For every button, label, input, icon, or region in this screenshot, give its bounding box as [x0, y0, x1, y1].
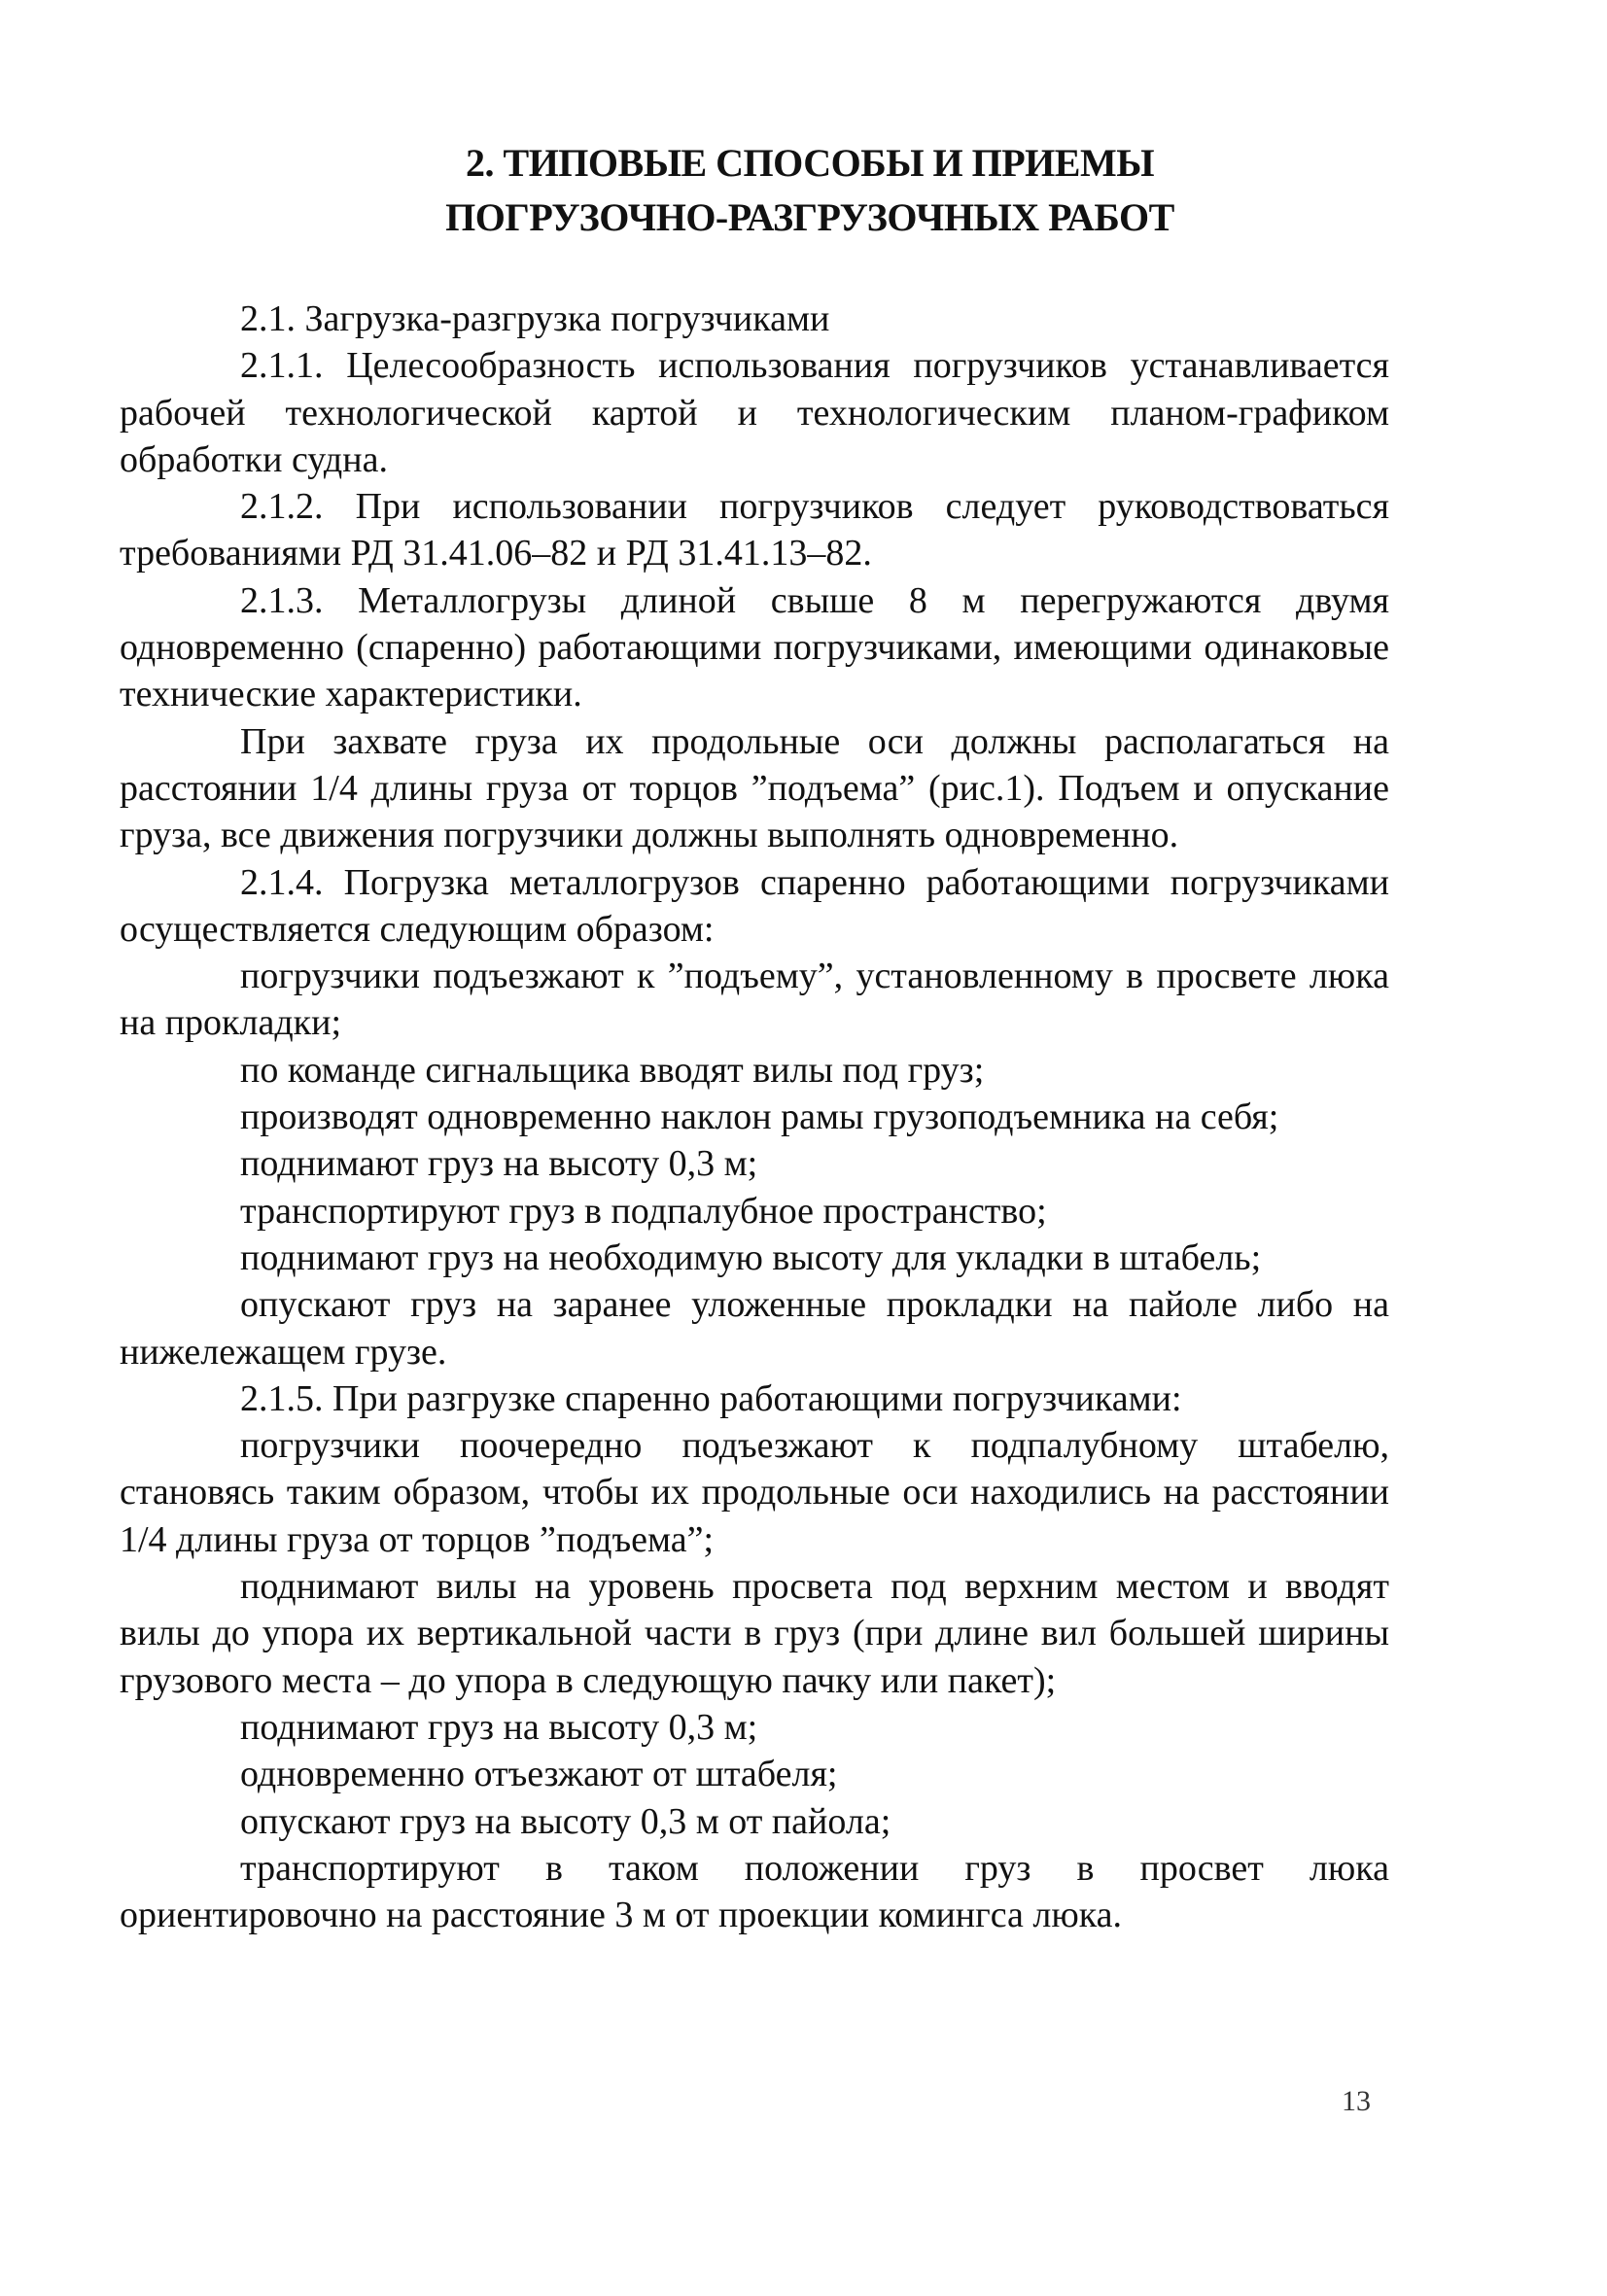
list-item: производят одновременно наклон рамы грузоподъемника на себя;	[240, 1096, 1279, 1138]
section-heading	[117, 136, 1503, 245]
paragraph-grip: При захвате груза их продольные оси должны располагаться на расстоянии 1/4 длины груза от торцов ”подъема” (рис.1). Подъем и опускание груза, все движения погрузчики должны выполнять одновременно.	[120, 720, 1389, 856]
paragraph-2-1-3: 2.1.3. Металлогрузы длиной свыше 8 м перегружаются двумя одновременно (спаренно) работающими погрузчиками, имеющими одинаковые технические характеристики.	[120, 579, 1389, 715]
body-text	[120, 296, 1389, 1938]
heading-line-1: 2. ТИПОВЫЕ СПОСОБЫ И ПРИЕМЫ	[466, 141, 1154, 185]
page-number: 13	[1342, 2085, 1371, 2117]
list-item: опускают груз на заранее уложенные прокладки на пайоле либо на нижележащем грузе.	[120, 1284, 1389, 1373]
list-item: погрузчики поочередно подъезжают к подпалубному штабелю, становясь таким образом, чтобы их продольные оси находились на расстоянии 1/4 длины груза от торцов ”подъема”;	[120, 1425, 1389, 1560]
paragraph-2-1-2: 2.1.2. При использовании погрузчиков следует руководствоваться требованиями РД 31.41.06–82 и РД 31.41.13–82.	[120, 486, 1389, 574]
list-item: по команде сигнальщика вводят вилы под груз;	[240, 1049, 985, 1091]
list-item: поднимают груз на высоту 0,3 м;	[240, 1706, 758, 1748]
list-item: поднимают груз на высоту 0,3 м;	[240, 1143, 758, 1185]
list-item: поднимают вилы на уровень просвета под верхним местом и вводят вилы до упора их вертикальной части в груз (при длине вил большей ширины грузового места – до упора в следующую пачку или пакет);	[120, 1566, 1389, 1701]
list-item: транспортируют груз в подпалубное пространство;	[240, 1190, 1047, 1232]
heading-line-2: ПОГРУЗОЧНО-РАЗГРУЗОЧНЫХ РАБОТ	[445, 195, 1174, 239]
list-item: транспортируют в таком положении груз в просвет люка ориентировочно на расстояние 3 м от проекции комингса люка.	[120, 1847, 1389, 1936]
paragraph-2-1-1: 2.1.1. Целесообразность использования погрузчиков устанавливается рабочей технологической картой и технологическим планом-графиком обработки судна.	[120, 345, 1389, 480]
paragraph-2-1-4: 2.1.4. Погрузка металлогрузов спаренно работающими погрузчиками осуществляется следующим образом:	[120, 861, 1389, 950]
paragraph-2-1-5: 2.1.5. При разгрузке спаренно работающими погрузчиками:	[240, 1377, 1182, 1419]
subsection-title: 2.1. Загрузка-разгрузка погрузчиками	[240, 298, 830, 339]
list-item: одновременно отъезжают от штабеля;	[240, 1754, 838, 1795]
list-item: опускают груз на высоту 0,3 м от пайола;	[240, 1800, 891, 1842]
list-item: погрузчики подъезжают к ”подъему”, установленному в просвете люка на прокладки;	[120, 956, 1389, 1044]
list-item: поднимают груз на необходимую высоту для укладки в штабель;	[240, 1236, 1262, 1278]
